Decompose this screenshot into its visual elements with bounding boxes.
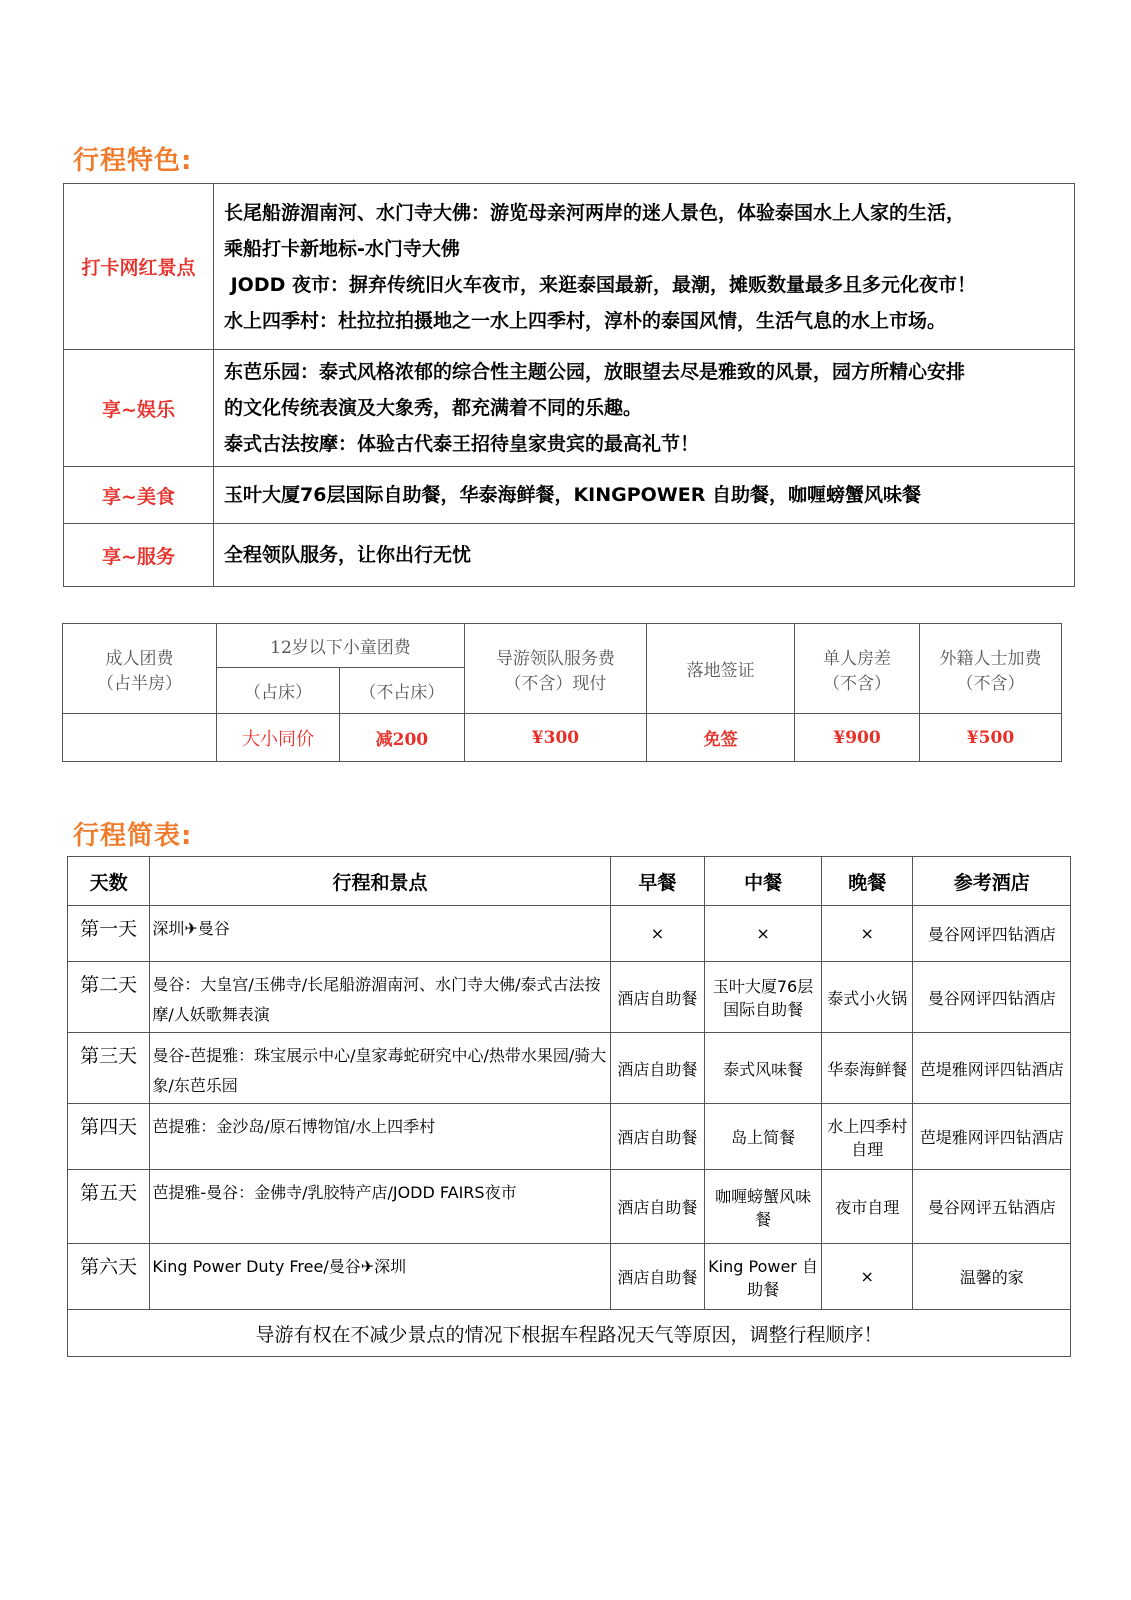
day-cell: 第一天 [68, 906, 150, 962]
lunch-cell: King Power 自助餐 [705, 1244, 822, 1310]
header-hotel: 参考酒店 [913, 857, 1071, 906]
dinner-cell: × [822, 906, 913, 962]
dinner-cell: 水上四季村自理 [822, 1104, 913, 1170]
breakfast-cell: × [610, 906, 705, 962]
feature-category: 享~娱乐 [64, 350, 214, 467]
single-room-value: ¥900 [795, 714, 920, 762]
route-cell: 曼谷-芭提雅：珠宝展示中心/皇家毒蛇研究中心/热带水果园/骑大象/东芭乐园 [150, 1033, 610, 1104]
feature-description [214, 524, 1075, 587]
lunch-cell: × [705, 906, 822, 962]
lunch-cell: 咖喱螃蟹风味餐 [705, 1170, 822, 1244]
itinerary-header-row [68, 857, 1071, 906]
day-cell: 第二天 [68, 962, 150, 1033]
feature-category: 打卡网红景点 [64, 184, 214, 350]
route-cell: 深圳✈曼谷 [150, 906, 610, 962]
day-cell: 第六天 [68, 1244, 150, 1310]
feature-row [64, 524, 1075, 587]
lunch-cell: 岛上简餐 [705, 1104, 822, 1170]
feature-line: 的文化传统表演及大象秀，都充满着不同的乐趣。 [224, 397, 643, 419]
itinerary-title: 行程简表: [73, 821, 193, 851]
foreigner-fee-label: 外籍人士加费 [939, 648, 1042, 669]
lunch-cell: 玉叶大厦76层国际自助餐 [705, 962, 822, 1033]
header-lunch: 中餐 [705, 857, 822, 906]
foreigner-fee-sublabel: （不含） [956, 673, 1025, 694]
feature-row [64, 467, 1075, 524]
adult-fee-value [63, 714, 217, 762]
feature-line: 东芭乐园：泰式风格浓郁的综合性主题公园，放眼望去尽是雅致的风景，园方所精心安排 [224, 361, 966, 383]
feature-line: 长尾船游湄南河、水门寺大佛：游览母亲河两岸的迷人景色，体验泰国水上人家的生活， [224, 201, 966, 224]
adult-fee-sublabel: （占半房） [97, 673, 183, 694]
breakfast-cell: 酒店自助餐 [610, 962, 705, 1033]
header-breakfast: 早餐 [610, 857, 705, 906]
guide-fee-sublabel: （不含）现付 [504, 673, 607, 694]
breakfast-cell: 酒店自助餐 [610, 1104, 705, 1170]
dinner-cell: × [822, 1244, 913, 1310]
route-cell: 芭提雅-曼谷：金佛寺/乳胶特产店/JODD FAIRS夜市 [150, 1170, 610, 1244]
header-dinner: 晚餐 [822, 857, 913, 906]
route-cell: 曼谷：大皇宫/玉佛寺/长尾船游湄南河、水门寺大佛/泰式古法按摩/人妖歌舞表演 [150, 962, 610, 1033]
guide-fee-label: 导游领队服务费 [495, 648, 615, 669]
breakfast-cell: 酒店自助餐 [610, 1033, 705, 1104]
feature-description [214, 467, 1075, 524]
table-row [68, 906, 1071, 962]
day-cell: 第五天 [68, 1170, 150, 1244]
route-cell: 芭提雅：金沙岛/原石博物馆/水上四季村 [150, 1104, 610, 1170]
feature-row [64, 184, 1075, 350]
feature-line: 泰式古法按摩：体验古代泰王招待皇家贵宾的最高礼节！ [224, 433, 700, 455]
visa-header: 落地签证 [647, 624, 795, 714]
table-row [68, 1244, 1071, 1310]
feature-category: 享~美食 [64, 467, 214, 524]
child-bed-value: 大小同价 [217, 714, 340, 762]
features-title: 行程特色: [73, 146, 193, 176]
table-row [68, 1170, 1071, 1244]
hotel-cell: 芭堤雅网评四钻酒店 [913, 1033, 1071, 1104]
features-table [63, 183, 1075, 587]
adult-fee-header [63, 624, 217, 714]
feature-line: 玉叶大厦76层国际自助餐，华泰海鲜餐，KINGPOWER 自助餐，咖喱螃蟹风味餐 [224, 484, 921, 506]
itinerary-note: 导游有权在不减少景点的情况下根据车程路况天气等原因，调整行程顺序！ [68, 1310, 1071, 1357]
table-row [68, 962, 1071, 1033]
feature-line: 乘船打卡新地标-水门寺大佛 [224, 237, 460, 260]
header-day: 天数 [68, 857, 150, 906]
foreigner-fee-header [919, 624, 1061, 714]
single-room-sublabel: （不含） [823, 673, 892, 694]
hotel-cell: 曼谷网评四钻酒店 [913, 906, 1071, 962]
feature-description [214, 184, 1075, 350]
child-nobed-header: （不占床） [339, 668, 464, 714]
feature-description [214, 350, 1075, 467]
child-nobed-value: 减200 [339, 714, 464, 762]
header-route: 行程和景点 [150, 857, 610, 906]
table-row [68, 1104, 1071, 1170]
feature-row [64, 350, 1075, 467]
table-row [68, 1033, 1071, 1104]
itinerary-note-row [68, 1310, 1071, 1357]
guide-fee-header [464, 624, 646, 714]
feature-line: 水上四季村：杜拉拉拍摄地之一水上四季村，淳朴的泰国风情，生活气息的水上市场。 [224, 309, 947, 332]
dinner-cell: 泰式小火锅 [822, 962, 913, 1033]
adult-fee-label: 成人团费 [105, 648, 174, 669]
breakfast-cell: 酒店自助餐 [610, 1170, 705, 1244]
route-cell: King Power Duty Free/曼谷✈深圳 [150, 1244, 610, 1310]
single-room-label: 单人房差 [823, 648, 892, 669]
lunch-cell: 泰式风味餐 [705, 1033, 822, 1104]
price-table [62, 623, 1062, 762]
feature-line: JODD 夜市：摒弃传统旧火车夜市，来逛泰国最新，最潮，摊贩数量最多且多元化夜市！ [224, 273, 976, 296]
itinerary-table [67, 856, 1071, 1357]
hotel-cell: 曼谷网评五钻酒店 [913, 1170, 1071, 1244]
hotel-cell: 温馨的家 [913, 1244, 1071, 1310]
child-bed-header: （占床） [217, 668, 340, 714]
single-room-header [795, 624, 920, 714]
child-fee-header: 12岁以下小童团费 [217, 624, 465, 668]
foreigner-fee-value: ¥500 [919, 714, 1061, 762]
hotel-cell: 芭堤雅网评四钻酒店 [913, 1104, 1071, 1170]
day-cell: 第四天 [68, 1104, 150, 1170]
dinner-cell: 华泰海鲜餐 [822, 1033, 913, 1104]
guide-fee-value: ¥300 [464, 714, 646, 762]
hotel-cell: 曼谷网评四钻酒店 [913, 962, 1071, 1033]
day-cell: 第三天 [68, 1033, 150, 1104]
feature-category: 享~服务 [64, 524, 214, 587]
visa-value: 免签 [647, 714, 795, 762]
breakfast-cell: 酒店自助餐 [610, 1244, 705, 1310]
feature-line: 全程领队服务，让你出行无忧 [224, 544, 472, 566]
dinner-cell: 夜市自理 [822, 1170, 913, 1244]
